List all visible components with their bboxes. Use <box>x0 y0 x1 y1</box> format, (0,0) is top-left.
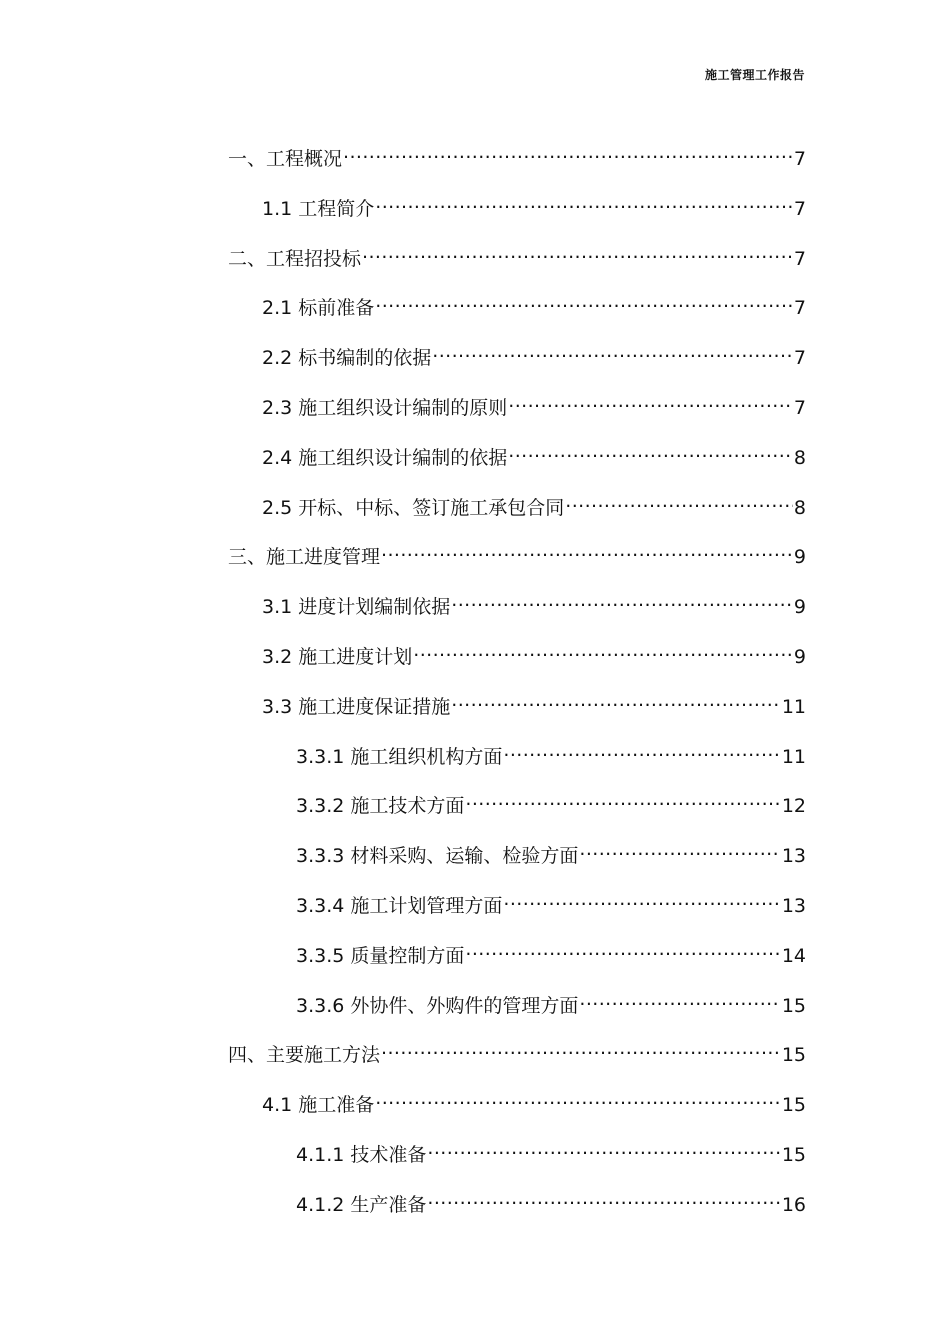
toc-entry-page-number: 7 <box>793 197 806 220</box>
toc-entry[interactable] <box>262 386 806 419</box>
toc-dot-leader <box>343 137 793 165</box>
toc-entry[interactable] <box>296 984 806 1017</box>
toc-dot-leader <box>362 237 793 265</box>
toc-entry-page-number: 11 <box>781 695 806 718</box>
toc-entry[interactable] <box>262 585 806 619</box>
toc-entry-label: 3.2 施工进度计划 <box>262 646 413 668</box>
toc-entry[interactable] <box>262 1083 806 1117</box>
toc-dot-leader <box>508 436 793 464</box>
toc-entry[interactable] <box>228 535 806 569</box>
toc-entry-page-number: 15 <box>781 1144 806 1166</box>
toc-entry-page-number: 7 <box>793 347 806 370</box>
toc-entry[interactable] <box>296 934 806 967</box>
toc-entry-page-number: 7 <box>793 148 806 170</box>
toc-entry[interactable] <box>296 834 806 868</box>
toc-entry-page-number: 8 <box>793 446 806 469</box>
toc-dot-leader <box>579 834 780 862</box>
toc-entry-page-number: 16 <box>781 1193 806 1216</box>
toc-entry-label: 3.3.5 质量控制方面 <box>296 944 465 967</box>
toc-entry-page-number: 9 <box>793 646 806 668</box>
toc-dot-leader <box>508 386 793 414</box>
toc-entry-label: 三、施工进度管理 <box>228 546 381 569</box>
toc-entry-label: 二、工程招投标 <box>228 247 362 270</box>
running-header: 施工管理工作报告 <box>704 68 805 82</box>
toc-entry-label: 四、主要施工方法 <box>228 1044 381 1067</box>
toc-entry-label: 4.1.1 技术准备 <box>296 1144 427 1166</box>
toc-dot-leader <box>381 1033 781 1061</box>
toc-dot-leader <box>427 1183 780 1211</box>
toc-dot-leader <box>413 635 793 663</box>
toc-entry-label: 2.4 施工组织设计编制的依据 <box>262 446 508 469</box>
toc-entry-label: 3.3 施工进度保证措施 <box>262 695 451 718</box>
toc-dot-leader <box>451 685 781 713</box>
toc-entry[interactable] <box>262 336 806 370</box>
toc-dot-leader <box>427 1133 780 1161</box>
toc-entry-page-number: 13 <box>781 845 806 868</box>
toc-entry-label: 1.1 工程简介 <box>262 197 375 220</box>
toc-entry[interactable] <box>296 784 806 818</box>
toc-dot-leader <box>503 735 780 763</box>
toc-entry[interactable] <box>262 486 806 519</box>
toc-entry[interactable] <box>262 286 806 320</box>
toc-entry-page-number: 15 <box>781 1044 806 1067</box>
toc-entry-label: 3.3.6 外协件、外购件的管理方面 <box>296 994 579 1017</box>
toc-dot-leader <box>451 585 793 613</box>
toc-entry-label: 3.3.1 施工组织机构方面 <box>296 745 503 768</box>
toc-entry-label: 3.3.2 施工技术方面 <box>296 795 465 818</box>
toc-entry[interactable] <box>296 1183 806 1216</box>
toc-entry[interactable] <box>228 137 806 170</box>
toc-entry-page-number: 8 <box>793 496 806 519</box>
toc-entry[interactable] <box>262 187 806 220</box>
toc-entry[interactable] <box>262 635 806 668</box>
toc-dot-leader <box>375 286 793 314</box>
toc-entry-label: 4.1 施工准备 <box>262 1094 375 1117</box>
toc-entry-label: 3.3.3 材料采购、运输、检验方面 <box>296 845 579 868</box>
toc-dot-leader <box>432 336 793 364</box>
toc-entry-page-number: 15 <box>781 994 806 1017</box>
toc-entry-page-number: 15 <box>781 1094 806 1117</box>
toc-entry-label: 2.3 施工组织设计编制的原则 <box>262 397 508 419</box>
toc-entry-page-number: 12 <box>781 795 806 818</box>
toc-entry[interactable] <box>262 685 806 718</box>
toc-dot-leader <box>465 784 780 812</box>
toc-entry-page-number: 13 <box>781 895 806 917</box>
toc-dot-leader <box>465 934 780 962</box>
toc-entry-page-number: 9 <box>793 546 806 569</box>
toc-entry-page-number: 9 <box>793 596 806 619</box>
toc-entry-label: 2.2 标书编制的依据 <box>262 347 432 370</box>
toc-dot-leader <box>565 486 793 514</box>
toc-entry-label: 4.1.2 生产准备 <box>296 1193 427 1216</box>
toc-entry-label: 3.3.4 施工计划管理方面 <box>296 895 503 917</box>
toc-entry-page-number: 14 <box>781 944 806 967</box>
toc-dot-leader <box>503 884 780 912</box>
toc-dot-leader <box>375 1083 781 1111</box>
toc-entry-label: 2.5 开标、中标、签订施工承包合同 <box>262 496 565 519</box>
toc-entry[interactable] <box>296 884 806 917</box>
toc-entry[interactable] <box>296 735 806 768</box>
toc-entry-label: 3.1 进度计划编制依据 <box>262 596 451 619</box>
toc-entry-page-number: 7 <box>793 397 806 419</box>
toc-entry[interactable] <box>262 436 806 469</box>
toc-dot-leader <box>375 187 793 215</box>
toc-entry[interactable] <box>228 237 806 270</box>
toc-dot-leader <box>579 984 780 1012</box>
toc-entry-label: 一、工程概况 <box>228 148 343 170</box>
toc-entry-page-number: 11 <box>781 745 806 768</box>
toc-entry[interactable] <box>296 1133 806 1166</box>
toc-entry-label: 2.1 标前准备 <box>262 297 375 320</box>
toc-dot-leader <box>381 535 793 563</box>
toc-entry[interactable] <box>228 1033 806 1067</box>
toc-entry-page-number: 7 <box>793 297 806 320</box>
toc-entry-page-number: 7 <box>793 247 806 270</box>
